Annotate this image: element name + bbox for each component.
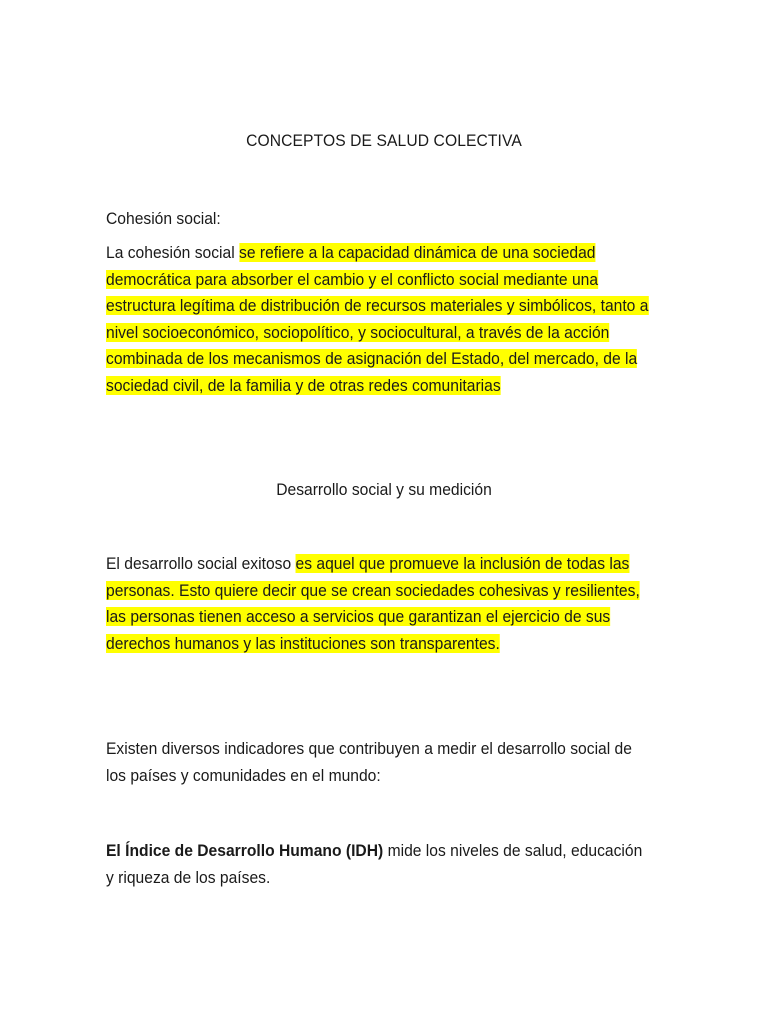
idh-description: mide los niveles de salud, educación y riqueza de los países. [106, 841, 643, 887]
paragraph-desarrollo-exitoso [106, 551, 649, 657]
document-title: CONCEPTOS DE SALUD COLECTIVA [246, 131, 522, 150]
paragraph-cohesion [106, 240, 658, 399]
section-heading-desarrollo: Desarrollo social y su medición [276, 480, 492, 499]
highlighted-text-cohesion: se refiere a la capacidad dinámica de una sociedad democrática para absorber el cambio y el conflicto social mediante una estructura legítima de distribución de recursos materiales y simbólicos, tanto a nivel socioeconómico, sociopolítico, y sociocultural, a través de la acción combinada de los mecanismos de asignación del Estado, del mercado, de la sociedad civil, de la familia y de otras redes comunitarias [106, 243, 649, 395]
paragraph-indicadores: Existen diversos indicadores que contribuyen a medir el desarrollo social de los países y comunidades en el mundo: [106, 739, 632, 785]
paragraph-exitoso-intro: El desarrollo social exitoso [106, 554, 296, 573]
paragraph-cohesion-intro: La cohesión social [106, 243, 240, 262]
highlighted-text-exitoso: es aquel que promueve la inclusión de todas las personas. Esto quiere decir que se crean sociedades cohesivas y resilientes, las personas tienen acceso a servicios que garantizan el ejercicio de sus derechos humanos y las instituciones son transparentes. [106, 554, 640, 653]
section-heading-cohesion: Cohesión social: [106, 209, 221, 228]
idh-term: El Índice de Desarrollo Humano (IDH) [106, 841, 384, 860]
paragraph-idh [106, 838, 649, 891]
